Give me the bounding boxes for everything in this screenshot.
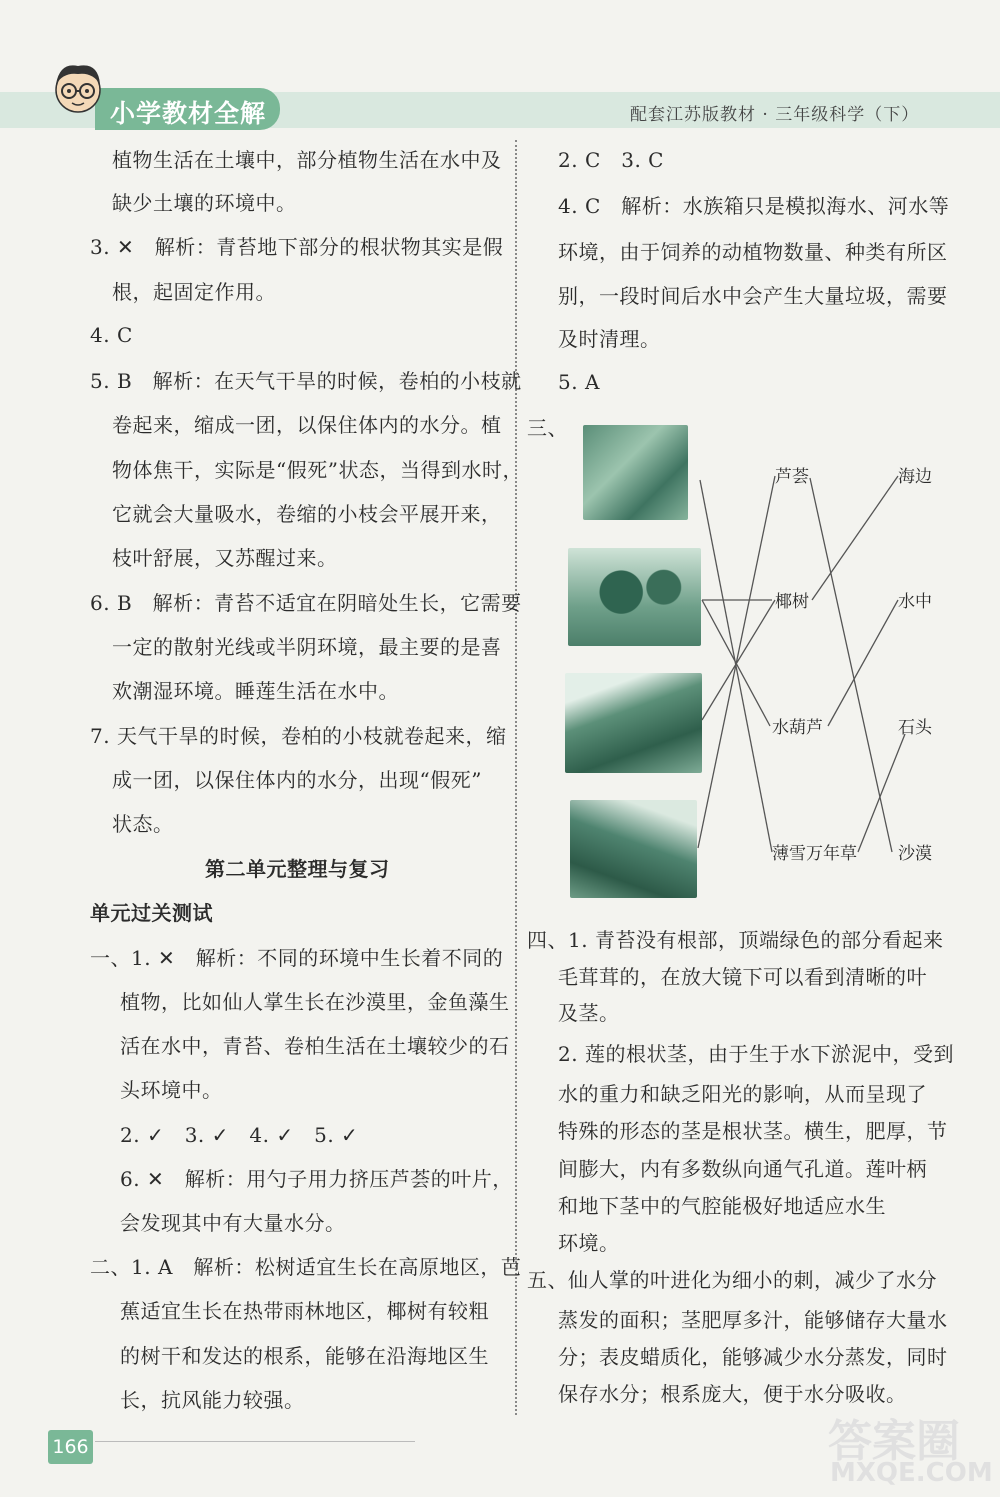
- right-line-6: 5. A: [558, 370, 600, 394]
- match-line-hyacinth-water: [828, 600, 898, 726]
- right-line-8: 四、1. 青苔没有根部，顶端绿色的部分看起来: [527, 928, 944, 952]
- right-line-18: 蒸发的面积；茎肥厚多汁，能够储存大量水: [558, 1308, 948, 1332]
- habitat-label-desert: 沙漠: [898, 844, 932, 864]
- left-line-6: 5. B 解析：在天气干旱的时候，卷柏的小枝就: [90, 369, 522, 393]
- left-line-9: 它就会大量吸水，卷缩的小枝会平展开来，: [112, 502, 502, 526]
- match-line-photo3-coconut: [702, 600, 775, 720]
- left-line-12: 一定的散射光线或半阴环境，最主要的是喜: [112, 635, 502, 659]
- section-heading: 第二单元整理与复习: [205, 857, 390, 881]
- left-line-28: 的树干和发达的根系，能够在沿海地区生: [120, 1344, 489, 1368]
- left-line-29: 长，抗风能力较强。: [120, 1388, 305, 1412]
- right-line-16: 环境。: [558, 1231, 620, 1255]
- right-line-13: 特殊的形态的茎是根状茎。横生，肥厚，节: [558, 1119, 948, 1143]
- right-line-15: 和地下茎中的气腔能极好地适应水生: [558, 1194, 886, 1218]
- left-line-27: 蕉适宜生长在热带雨林地区，椰树有较粗: [120, 1299, 489, 1323]
- left-line-24: 6. ✕ 解析：用勺子用力挤压芦荟的叶片，: [120, 1167, 513, 1191]
- left-line-5: 4. C: [90, 323, 133, 347]
- match-line-sedum-rock: [858, 734, 905, 852]
- left-line-11: 6. B 解析：青苔不适宜在阴暗处生长，它需要: [90, 591, 522, 615]
- left-line-14: 7. 天气干旱的时候，卷柏的小枝就卷起来，缩: [90, 724, 507, 748]
- right-line-17: 五、仙人掌的叶进化为细小的刺，减少了水分: [527, 1268, 937, 1292]
- habitat-label-seaside: 海边: [898, 467, 932, 487]
- plant-label-aloe: 芦荟: [775, 467, 809, 487]
- left-line-2: 缺少土壤的环境中。: [112, 191, 297, 215]
- right-line-4: 别，一段时间后水中会产生大量垃圾，需要: [558, 284, 948, 308]
- left-line-22: 头环境中。: [120, 1078, 223, 1102]
- habitat-label-rock: 石头: [898, 718, 932, 738]
- left-line-25: 会发现其中有大量水分。: [120, 1211, 346, 1235]
- right-line-20: 保存水分；根系庞大，便于水分吸收。: [558, 1382, 907, 1406]
- left-line-21: 活在水中，青苔、卷柏生活在土壤较少的石: [120, 1034, 510, 1058]
- section-three-marker: 三、: [527, 416, 568, 440]
- left-line-7: 卷起来，缩成一团，以保住体内的水分。植: [112, 413, 502, 437]
- left-line-1: 植物生活在土壤中，部分植物生活在水中及: [112, 148, 502, 172]
- right-line-5: 及时清理。: [558, 327, 661, 351]
- right-line-10: 及茎。: [558, 1001, 620, 1025]
- left-line-8: 物体焦干，实际是“假死”状态，当得到水时，: [112, 458, 523, 482]
- habitat-label-water: 水中: [898, 592, 932, 612]
- left-line-16: 状态。: [112, 812, 174, 836]
- plant-label-hyacinth: 水葫芦: [772, 718, 823, 738]
- left-line-26: 二、1. A 解析：松树适宜生长在高原地区，芭: [90, 1255, 522, 1279]
- watermark-text: 答案圈: [828, 1416, 960, 1467]
- left-line-13: 欢潮湿环境。睡莲生活在水中。: [112, 679, 399, 703]
- left-line-19: 一、1. ✕ 解析：不同的环境中生长着不同的: [90, 946, 504, 970]
- left-line-3: 3. ✕ 解析：青苔地下部分的根状物其实是假: [90, 235, 504, 259]
- left-line-23: 2. ✓ 3. ✓ 4. ✓ 5. ✓: [120, 1123, 359, 1147]
- left-line-4: 根，起固定作用。: [112, 280, 276, 304]
- page-number: 166: [48, 1430, 93, 1464]
- right-line-1: 2. C 3. C: [558, 148, 664, 172]
- left-line-10: 枝叶舒展，又苏醒过来。: [112, 546, 338, 570]
- match-line-coconut-seaside: [812, 476, 898, 600]
- book-title: 小学教材全解: [110, 99, 267, 128]
- left-line-20: 植物，比如仙人掌生长在沙漠里，金鱼藻生: [120, 990, 510, 1014]
- footer-rule: [95, 1441, 415, 1442]
- right-line-11: 2. 莲的根状茎，由于生于水下淤泥中，受到: [558, 1042, 954, 1066]
- watermark-site: MXQE.COM: [830, 1458, 993, 1488]
- subsection-heading: 单元过关测试: [90, 901, 213, 925]
- right-line-12: 水的重力和缺乏阳光的影响，从而呈现了: [558, 1082, 927, 1106]
- left-line-15: 成一团，以保住体内的水分，出现“假死”: [112, 768, 482, 792]
- book-subtitle: 配套江苏版教材 · 三年级科学（下）: [630, 105, 920, 125]
- right-line-19: 分；表皮蜡质化，能够减少水分蒸发，同时: [558, 1345, 948, 1369]
- right-line-2: 4. C 解析：水族箱只是模拟海水、河水等: [558, 194, 950, 218]
- plant-label-coconut: 椰树: [775, 592, 809, 612]
- right-line-14: 间膨大，内有多数纵向通气孔道。莲叶柄: [558, 1157, 927, 1181]
- right-line-3: 环境，由于饲养的动植物数量、种类有所区: [558, 240, 948, 264]
- plant-label-sedum: 薄雪万年草: [772, 844, 857, 864]
- right-line-9: 毛茸茸的，在放大镜下可以看到清晰的叶: [558, 965, 927, 989]
